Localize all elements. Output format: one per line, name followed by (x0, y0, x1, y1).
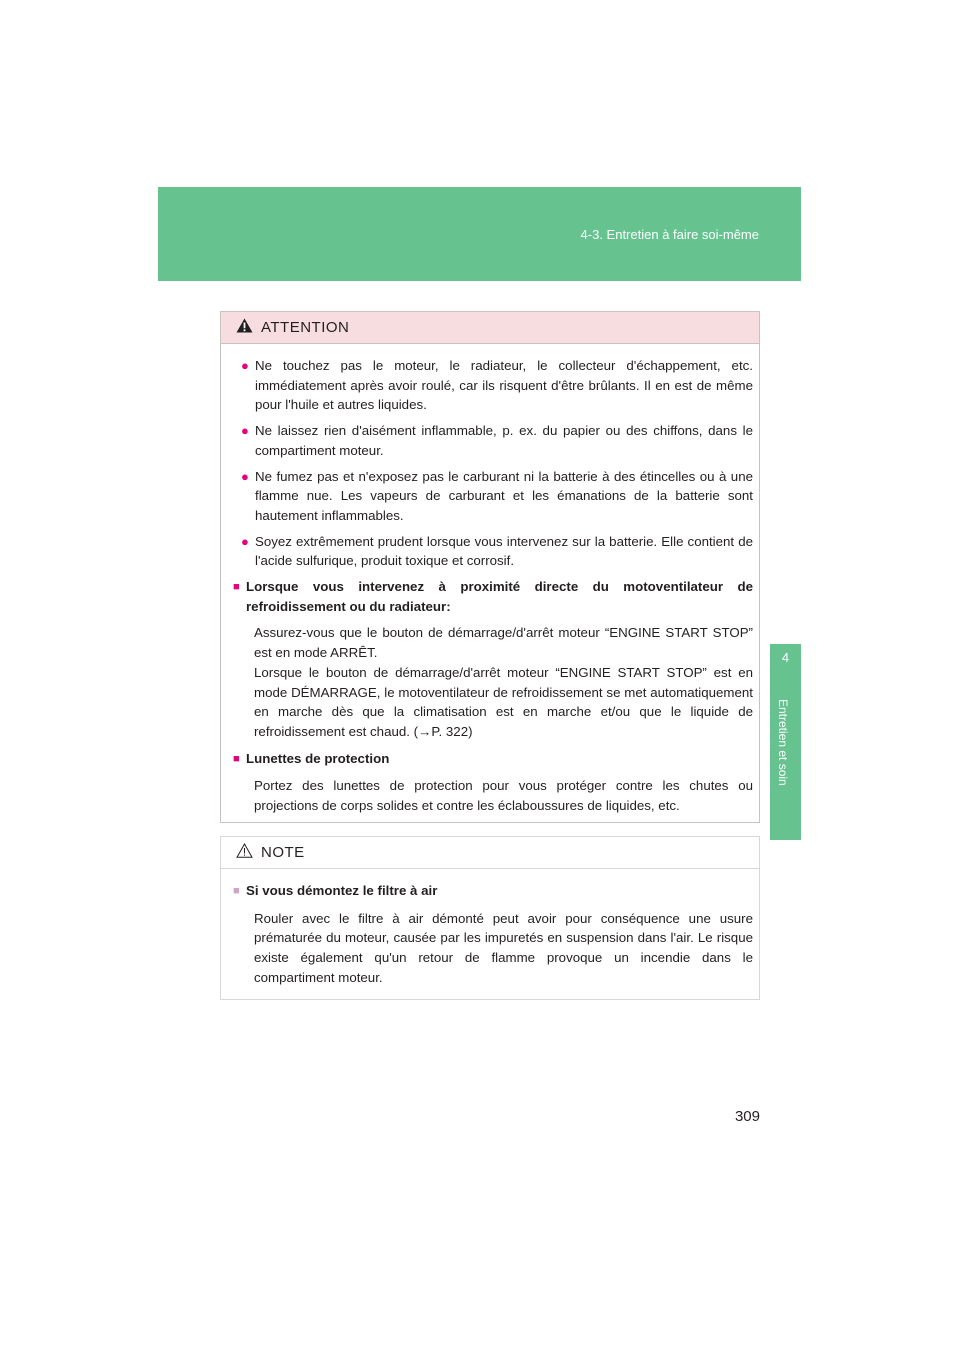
note-heading: ■ Si vous démontez le filtre à air (233, 881, 753, 902)
caution-outline-triangle-icon (236, 843, 253, 863)
bullet-text: Ne touchez pas le moteur, le radiateur, le collecteur d'échappement, etc. immédiatement après avoir roulé, car ils risquent d'être brûlants. Il en est de même pour l'huile et autres liquides. (255, 358, 753, 413)
attention-bullet (241, 532, 753, 571)
bullet-dot-icon: ● (241, 468, 249, 484)
bullet-dot-icon: ● (241, 423, 249, 439)
attention-bullet (241, 356, 753, 415)
attention-box (220, 311, 760, 823)
note-header (221, 837, 759, 869)
note-box (220, 836, 760, 1000)
note-title: NOTE (261, 844, 305, 861)
section-paragraph: Assurez-vous que le bouton de démarrage/d'arrêt moteur “ENGINE START STOP” est en mode ARRÊT. Lorsque le bouton de démarrage/d'arrêt moteur “ENGINE START STOP” est en mode DÉMARRAGE, le motoventilateur de refroidissement se met automatiquement en marche dès que la climatisation est en marche et/ou que le liquide de refroidissement est chaud. (→P. 322) (254, 625, 753, 739)
attention-title: ATTENTION (261, 319, 350, 336)
bullet-dot-icon: ● (241, 358, 249, 373)
bullet-text: Soyez extrêmement prudent lorsque vous intervenez sur la batterie. Elle contient de l'acide sulfurique, produit toxique et corrosif. (255, 533, 753, 569)
note-paragraph: Rouler avec le filtre à air démonté peut avoir pour conséquence une usure prématurée du moteur, causée par les impuretés en suspension dans l'air. Le risque existe également qu'un retour de flamme provoque un incendie dans le compartiment moteur. (254, 910, 753, 985)
section-heading: ■ Lorsque vous intervenez à proximité directe du motoventilateur de refroidissement ou du radiateur: (233, 577, 753, 616)
chapter-number: 4 (781, 650, 790, 665)
bullet-text: Ne fumez pas et n'exposez pas le carburant ni la batterie à des étincelles ou à une flamme nue. Les vapeurs de carburant et les émanations de la batterie sont hautement inflammables. (255, 468, 753, 523)
square-bullet-icon: ■ (233, 752, 240, 765)
chapter-label: Entretien et soin (776, 699, 790, 786)
attention-body (221, 344, 759, 816)
bullet-dot-icon: ● (241, 533, 249, 549)
section-paragraph: Portez des lunettes de protection pour vous protéger contre les chutes ou projections de corps solides et contre les éclaboussures de liquides, etc. (254, 778, 753, 814)
chapter-tab (770, 644, 801, 840)
section-title: 4-3. Entretien à faire soi-même (580, 227, 759, 242)
section-heading: ■ Lunettes de protection (233, 749, 753, 770)
attention-header (221, 312, 759, 344)
square-bullet-icon: ■ (233, 581, 240, 594)
header-band (158, 187, 801, 281)
attention-bullet (241, 421, 753, 460)
page-number: 309 (734, 1108, 760, 1125)
note-body (221, 869, 759, 988)
bullet-text: Ne laissez rien d'aisément inflammable, p. ex. du papier ou des chiffons, dans le compartiment moteur. (255, 423, 753, 458)
attention-bullet (241, 467, 753, 526)
warning-triangle-icon (236, 318, 253, 338)
square-bullet-icon: ■ (233, 885, 240, 897)
